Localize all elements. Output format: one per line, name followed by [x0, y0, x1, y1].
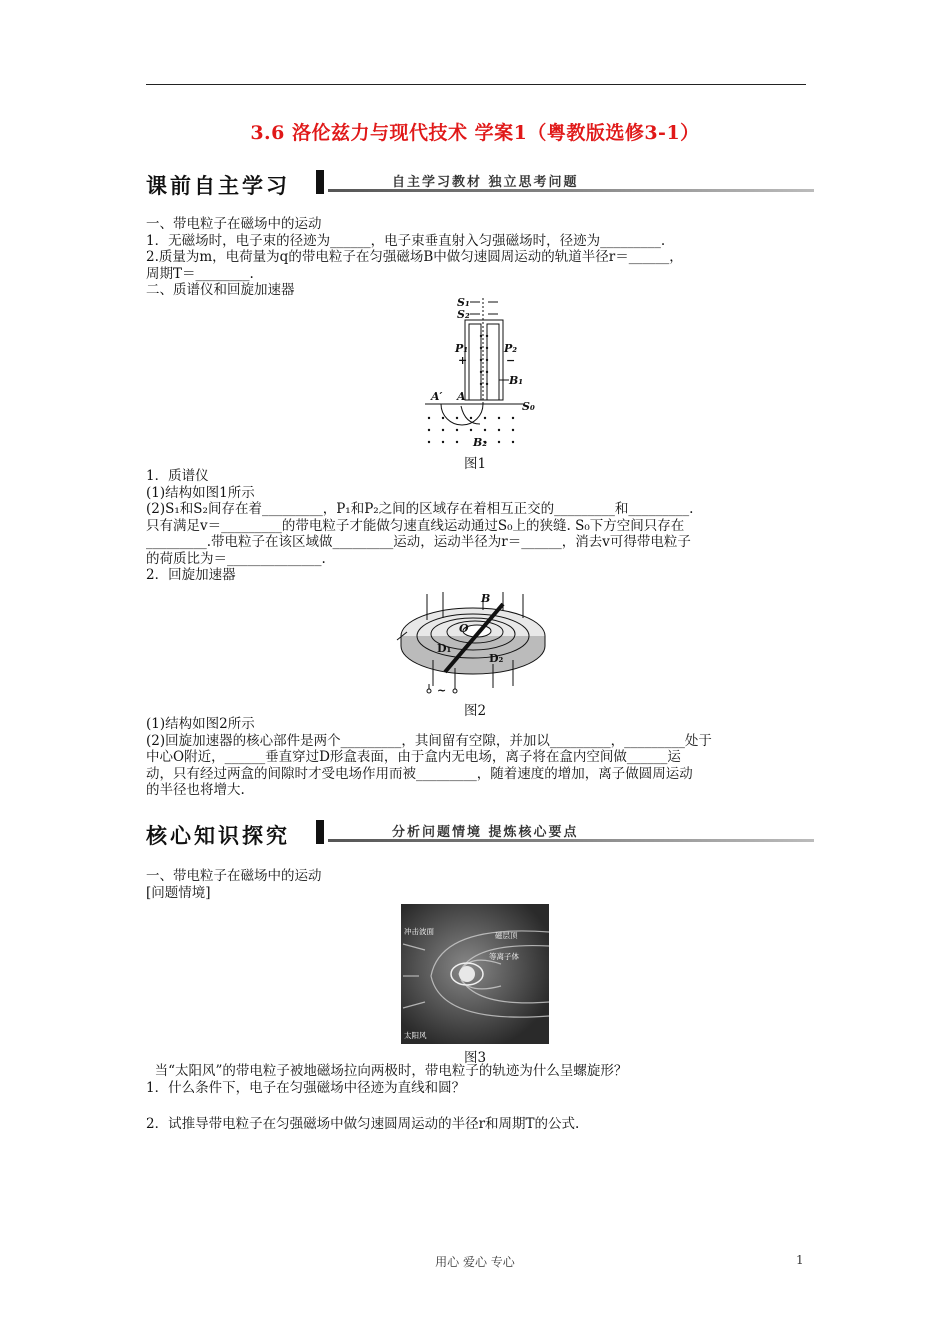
text-line: 动，只有经过两盒的间隙时才受电场作用而被_________，随着速度的增加，离子做圆周运动 [146, 765, 693, 782]
text-line: (2)S₁和S₂间存在着_________，P₁和P₂之间的区域存在着相互正交的_________和_________. [146, 501, 694, 517]
section-text-3 [146, 716, 808, 799]
page-footer: 用心 爱心 专心 [435, 1255, 515, 1269]
text-line: _________.带电粒子在该区域做_________运动，运动半径为r＝______，消去v可得带电粒子 [146, 534, 691, 550]
label-p1: P₁ [455, 342, 469, 355]
text-line: 2．回旋加速器 [146, 567, 236, 583]
text-line: 1．无磁场时，电子束的径迹为______，电子束垂直射入匀强磁场时，径迹为_________. [146, 232, 666, 249]
label-solar-wind: 太阳风 [404, 1031, 427, 1040]
label-p2: P₂ [504, 342, 518, 355]
text-line: 的半径也将增大. [146, 782, 245, 798]
banner-subtitle: 自主学习教材 独立思考问题 [392, 175, 579, 190]
label-shock-front: 冲击波面 [404, 927, 434, 936]
text-line: 的荷质比为＝______________. [146, 550, 326, 567]
text-line: 当“太阳风”的带电粒子被地磁场拉向两极时，带电粒子的轨迹为什么呈螺旋形？ [146, 1063, 628, 1079]
cyclotron-figure [393, 590, 553, 695]
solar-wind-photo [401, 904, 549, 1044]
label-d1: D₁ [437, 642, 452, 655]
label-b1: B₁ [509, 374, 524, 387]
page-title: 3.6 洛伦兹力与现代技术 学案1（粤教版选修3-1） [250, 122, 700, 144]
section-banner-preview [146, 166, 814, 202]
header-rule [146, 84, 806, 85]
label-plasma: 等离子体 [489, 952, 519, 961]
text-line: [问题情境] [146, 884, 211, 901]
banner-tag: 课前自主学习 [146, 174, 290, 198]
section-text-4 [146, 868, 808, 901]
label-magnetopause: 磁层顶 [495, 931, 518, 940]
label-a-prime: A′ [431, 390, 443, 403]
label-plus: + [458, 354, 468, 367]
text-line: 2.质量为m，电荷量为q的带电粒子在匀强磁场B中做匀速圆周运动的轨道半径r＝______， [146, 249, 683, 265]
text-line: 只有满足v＝_________的带电粒子才能做匀速直线运动通过S₀上的狭缝. S₀下方空间只存在 [146, 517, 685, 534]
text-line: 1．什么条件下，电子在匀强磁场中径迹为直线和圆？ [146, 1079, 466, 1096]
text-line: 2．试推导带电粒子在匀强磁场中做匀速圆周运动的半径r和周期T的公式. [146, 1116, 580, 1132]
label-s0: S₀ [522, 400, 535, 413]
label-b: B [481, 592, 491, 605]
mass-spectrometer-figure [405, 296, 545, 456]
question-2 [146, 1116, 808, 1133]
label-s2: S₂ [457, 308, 470, 321]
label-ac: ~ [437, 684, 447, 695]
banner-tag: 核心知识探究 [146, 824, 290, 848]
page-number: 1 [796, 1253, 804, 1267]
section-text-2 [146, 468, 808, 584]
label-minus: − [506, 354, 516, 367]
banner-bar [316, 820, 324, 844]
section-text-1 [146, 216, 808, 299]
section-text-5 [146, 1063, 808, 1096]
label-o: O [459, 622, 469, 635]
text-line: 周期T＝________. [146, 265, 254, 282]
figure-caption: 图1 [463, 456, 487, 472]
figure-caption: 图3 [463, 1050, 487, 1066]
text-line: 一、带电粒子在磁场中的运动 [146, 868, 322, 884]
text-line: (2)回旋加速器的核心部件是两个_________，其间留有空隙，并加以_________，_________处于 [146, 732, 712, 749]
text-line: (1)结构如图1所示 [146, 484, 255, 501]
label-s1: S₁ [457, 296, 470, 309]
label-b2: B₂ [473, 436, 488, 449]
text-line: 一、带电粒子在磁场中的运动 [146, 216, 322, 232]
text-line: 二、质谱仪和回旋加速器 [146, 282, 295, 298]
section-banner-core [146, 816, 814, 852]
figure-caption: 图2 [463, 703, 487, 719]
label-d2: D₂ [489, 652, 504, 665]
text-line: (1)结构如图2所示 [146, 716, 255, 732]
banner-bar [316, 170, 324, 194]
banner-subtitle: 分析问题情境 提炼核心要点 [392, 825, 579, 840]
text-line: 中心O附近，______垂直穿过D形盒表面，由于盒内无电场，离子将在盒内空间做______运 [146, 749, 681, 765]
text-line: 1．质谱仪 [146, 468, 209, 484]
label-a: A [457, 390, 466, 403]
